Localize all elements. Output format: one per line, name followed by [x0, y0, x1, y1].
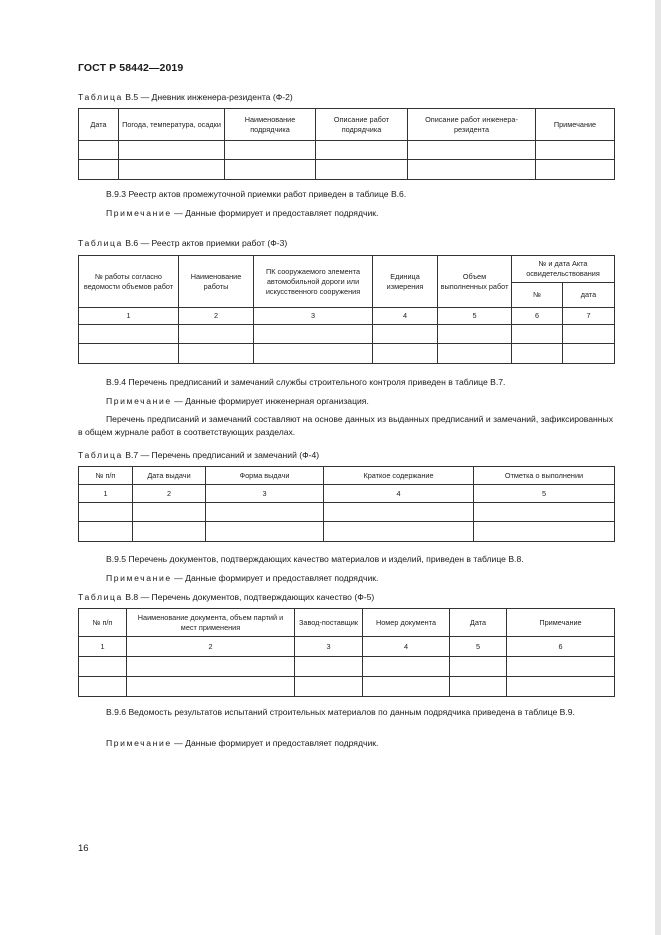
- note-text: — Данные формирует инженерная организация.: [171, 396, 369, 406]
- note-text: — Данные формирует и предоставляет подрядчик.: [171, 738, 379, 748]
- table-header-cell: Завод-поставщик: [295, 609, 363, 637]
- table-header-cell: Дата: [450, 609, 507, 637]
- table-header-cell: № п/п: [79, 609, 127, 637]
- table-header-cell: Краткое содержание: [324, 467, 474, 485]
- column-number: 2: [179, 308, 254, 325]
- table-header-cell: Наименование работы: [179, 256, 254, 308]
- paragraph-b95: В.9.5 Перечень документов, подтверждающих качество материалов и изделий, приведен в таблице В.8.: [106, 554, 524, 564]
- paragraph-b94-body: Перечень предписаний и замечаний составляют на основе данных из выданных предписаний и замечаний, зафиксированных в общем журнале работ в соответствующих разделах.: [78, 414, 613, 437]
- table-header-cell: ПК сооружаемого элемента автомобильной дороги или искусственного сооружения: [254, 256, 373, 308]
- table-header-cell: Описание работ инженера-резидента: [408, 109, 536, 141]
- table-b6-caption: [78, 238, 287, 248]
- column-number: 6: [507, 637, 615, 657]
- table-b6: [78, 255, 615, 364]
- caption-label: Таблица: [78, 238, 123, 248]
- table-header-cell: Примечание: [507, 609, 615, 637]
- table-b7: [78, 466, 615, 542]
- table-header-cell: Форма выдачи: [206, 467, 324, 485]
- table-header-cell: № работы согласно ведомости объемов работ: [79, 256, 179, 308]
- note-label: Примечание: [106, 738, 172, 748]
- caption-text: В.7 — Перечень предписаний и замечаний (Ф-4): [122, 450, 320, 460]
- column-number: 3: [254, 308, 373, 325]
- column-number: 4: [363, 637, 450, 657]
- column-numbers-row: [79, 485, 615, 503]
- table-header-cell: Примечание: [536, 109, 615, 141]
- note-label: Примечание: [106, 208, 172, 218]
- caption-label: Таблица: [78, 592, 123, 602]
- paragraph-b94: В.9.4 Перечень предписаний и замечаний службы строительного контроля приведен в таблице В.7.: [106, 377, 506, 387]
- table-b5-caption: [78, 92, 293, 102]
- table-header-cell: Дата выдачи: [133, 467, 206, 485]
- column-number: 5: [438, 308, 512, 325]
- column-number: 3: [295, 637, 363, 657]
- page-edge: [655, 0, 661, 935]
- column-number: 6: [512, 308, 563, 325]
- table-header-cell: Наименование документа, объем партий и мест применения: [127, 609, 295, 637]
- caption-text: В.6 — Реестр актов приемки работ (Ф-3): [122, 238, 288, 248]
- column-number: 2: [133, 485, 206, 503]
- column-numbers-row: [79, 308, 615, 325]
- caption-text: В.5 — Дневник инженера-резидента (Ф-2): [122, 92, 293, 102]
- note-text: — Данные формирует и предоставляет подрядчик.: [171, 573, 379, 583]
- table-header-cell: Дата: [79, 109, 119, 141]
- document-header: ГОСТ Р 58442—2019: [78, 62, 184, 74]
- column-number: 7: [563, 308, 615, 325]
- column-number: 3: [206, 485, 324, 503]
- table-row: [79, 160, 615, 180]
- paragraph-b93: В.9.3 Реестр актов промежуточной приемки работ приведен в таблице В.6.: [106, 189, 407, 199]
- paragraph-b96: В.9.6 Ведомость результатов испытаний строительных материалов по данным подрядчика приведена в таблице В.9.: [106, 707, 575, 717]
- table-header-cell: Отметка о выполнении: [474, 467, 615, 485]
- column-number: 1: [79, 637, 127, 657]
- table-header-cell: Единица измерения: [373, 256, 438, 308]
- table-subheader-cell: №: [512, 283, 563, 308]
- table-header-cell: Объем выполненных работ: [438, 256, 512, 308]
- note-2: [106, 396, 369, 406]
- column-number: 5: [450, 637, 507, 657]
- note-1: [106, 208, 378, 218]
- table-header-cell: Погода, температура, осадки: [119, 109, 225, 141]
- caption-text: В.8 — Перечень документов, подтверждающих качество (Ф-5): [122, 592, 375, 602]
- table-subheader-cell: дата: [563, 283, 615, 308]
- table-row: [79, 141, 615, 160]
- column-number: 5: [474, 485, 615, 503]
- table-b5: [78, 108, 615, 180]
- caption-label: Таблица: [78, 450, 123, 460]
- table-header-cell: Описание работ подрядчика: [316, 109, 408, 141]
- caption-label: Таблица: [78, 92, 123, 102]
- note-text: — Данные формирует и предоставляет подрядчик.: [171, 208, 379, 218]
- table-row: [79, 503, 615, 522]
- column-number: 1: [79, 485, 133, 503]
- table-row: [79, 325, 615, 344]
- table-header-cell: Номер документа: [363, 609, 450, 637]
- table-b7-caption: [78, 450, 319, 460]
- table-row: [79, 522, 615, 542]
- column-number: 2: [127, 637, 295, 657]
- column-number: 4: [324, 485, 474, 503]
- table-b8-caption: [78, 592, 374, 602]
- column-numbers-row: [79, 637, 615, 657]
- table-header-cell: Наименование подрядчика: [225, 109, 316, 141]
- page-number: 16: [78, 843, 89, 854]
- note-label: Примечание: [106, 396, 172, 406]
- table-row: [79, 657, 615, 677]
- column-number: 4: [373, 308, 438, 325]
- note-4: [106, 738, 378, 748]
- column-number: 1: [79, 308, 179, 325]
- table-group-header: № и дата Акта освидетельствования: [512, 256, 615, 283]
- note-label: Примечание: [106, 573, 172, 583]
- table-row: [79, 344, 615, 364]
- note-3: [106, 573, 378, 583]
- table-header-cell: № п/п: [79, 467, 133, 485]
- table-row: [79, 677, 615, 697]
- table-b8: [78, 608, 615, 697]
